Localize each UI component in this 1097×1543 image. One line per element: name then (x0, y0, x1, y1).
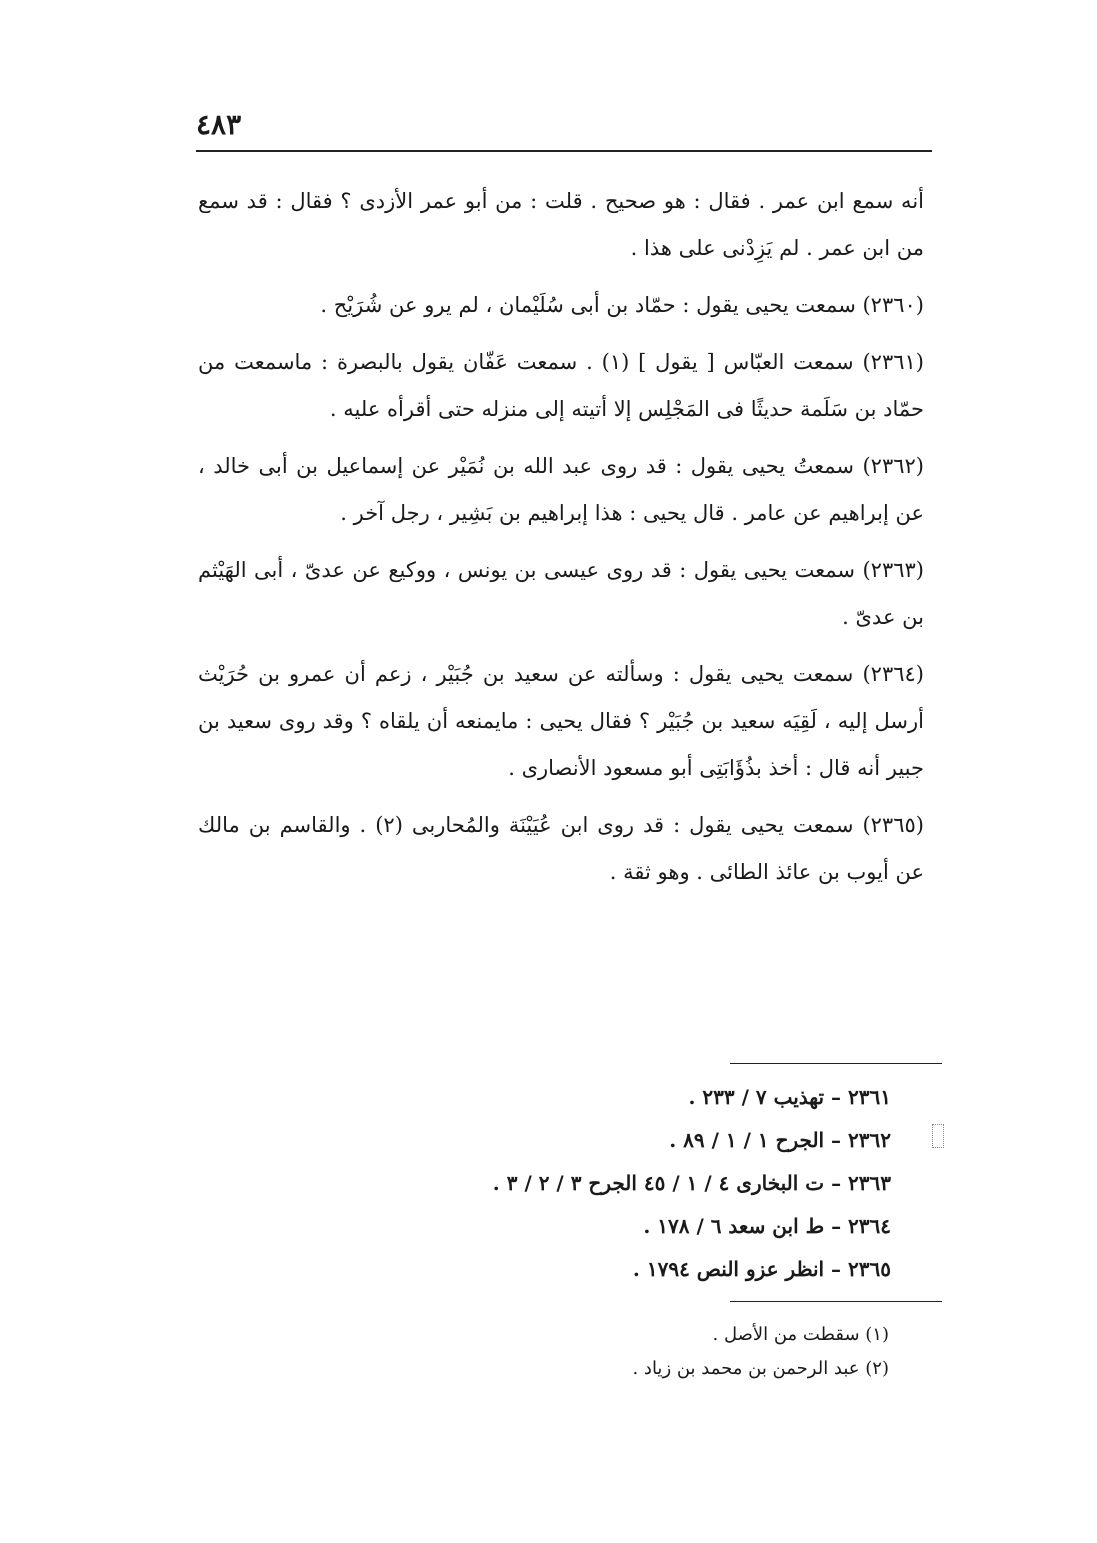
footnotes-list (632, 1318, 889, 1386)
reference-2362: ٢٣٦٢ – الجرح ١ / ١ / ٨٩ . (669, 1128, 891, 1152)
header-rule (196, 150, 932, 152)
reference-2364: ٢٣٦٤ – ط ابن سعد ٦ / ١٧٨ . (643, 1214, 891, 1238)
main-text (198, 178, 924, 906)
paragraph-2363: (٢٣٦٣) سمعت يحيى يقول : قد روى عيسى بن يونس ، ووكيع عن عدىّ ، أبى الهَيْثم بن عدىّ . (198, 558, 924, 629)
reference-2361: ٢٣٦١ – تهذيب ٧ / ٢٣٣ . (688, 1085, 891, 1109)
reference-2363: ٢٣٦٣ – ت البخارى ٤ / ١ / ٤٥ الجرح ٣ / ٢ / ٣ . (492, 1171, 891, 1195)
references-list (493, 1076, 891, 1291)
references-rule (730, 1063, 942, 1064)
paragraph-2360: (٢٣٦٠) سمعت يحيى يقول : حمّاد بن أبى سُلَيْمان ، لم يرو عن شُرَيْح . (320, 293, 924, 317)
reference-2365: ٢٣٦٥ – انظر عزو النص ١٧٩٤ . (632, 1257, 891, 1281)
paragraph-2364: (٢٣٦٤) سمعت يحيى يقول : وسألته عن سعيد بن جُبَيْر ، زعم أن عمرو بن حُرَيْث أرسل إليه ، لَقِيَه سعيد بن جُبَيْر ؟ فقال يحيى : مايمنعه أن يلقاه ؟ وقد روى سعيد بن جبير أنه قال : أخذ بذُؤَابَتِى أبو مسعود الأنصارى . (198, 662, 924, 780)
paragraph-2362: (٢٣٦٢) سمعتُ يحيى يقول : قد روى عبد الله بن نُمَيْر عن إسماعيل بن أبى خالد ، عن إبراهيم عن عامر . قال يحيى : هذا إبراهيم بن بَشِير ، رجل آخر . (198, 454, 924, 525)
page-number: ٤٨٣ (196, 108, 242, 141)
footnotes-rule (730, 1301, 942, 1302)
paragraph-2361: (٢٣٦١) سمعت العبّاس [ يقول ] (١) . سمعت عَفّان يقول بالبصرة : ماسمعت من حمّاد بن سَلَمة حديثًا فى المَجْلِس إلا أتيته إلى منزله حتى أقرأه عليه . (198, 350, 924, 421)
paragraph-2365: (٢٣٦٥) سمعت يحيى يقول : قد روى ابن عُيَيْنَة والمُحاربى (٢) . والقاسم بن مالك عن أيوب بن عائذ الطائى . وهو ثقة . (198, 813, 924, 884)
footnote-1: (١) سقطت من الأصل . (712, 1324, 889, 1345)
margin-mark (932, 1124, 944, 1148)
footnote-2: (٢) عبد الرحمن بن محمد بن زياد . (632, 1358, 889, 1379)
paragraph-continuation: أنه سمع ابن عمر . فقال : هو صحيح . قلت : من أبو عمر الأزدى ؟ فقال : قد سمع من ابن عمر . لم يَزِدْنى على هذا . (198, 189, 924, 260)
